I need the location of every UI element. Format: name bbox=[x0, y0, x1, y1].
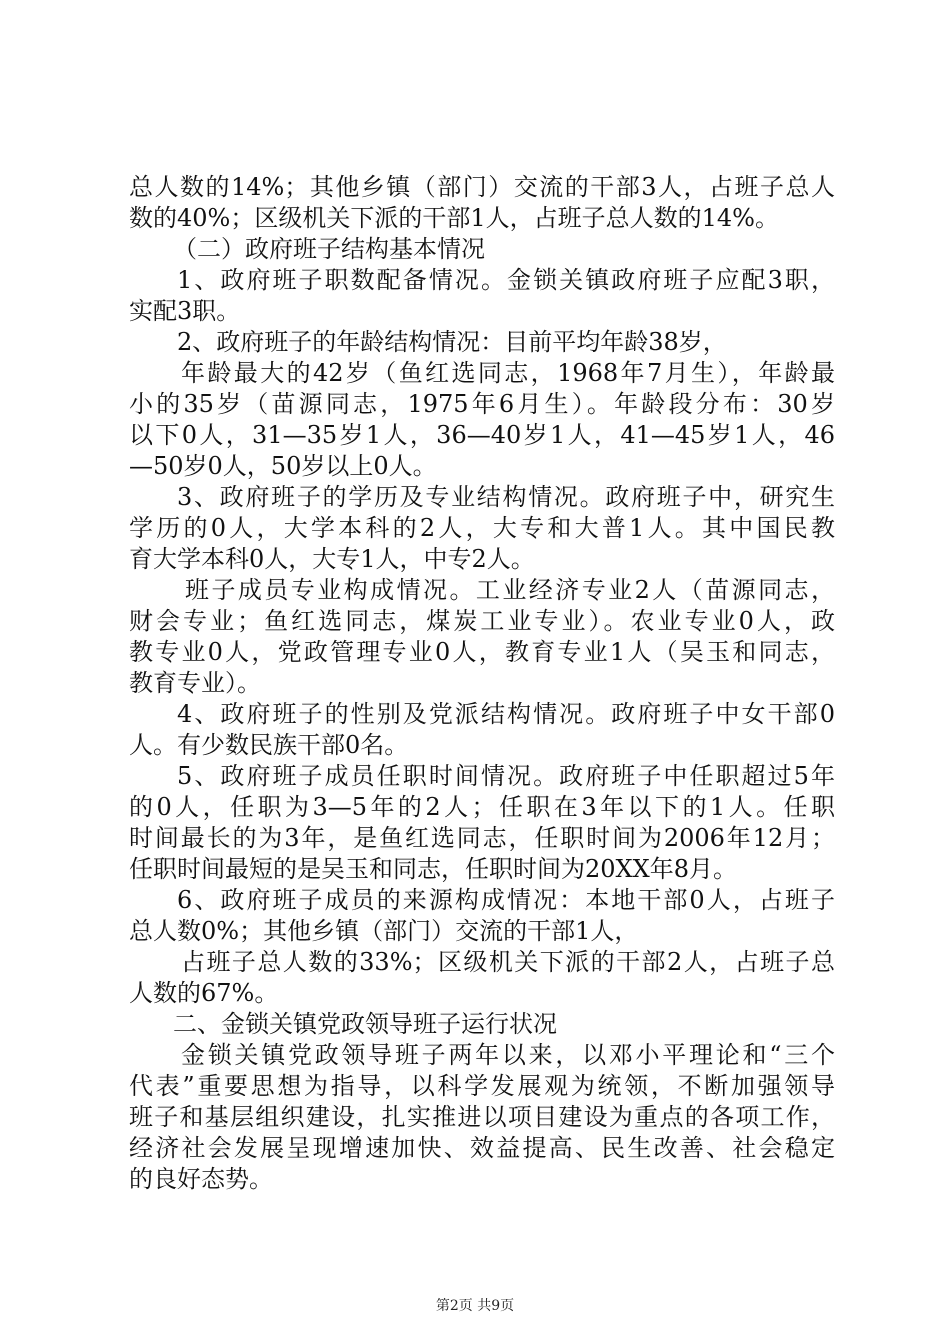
text-line: 人。有少数民族干部0名。 bbox=[129, 731, 409, 759]
text-line: 育大学本科0人，大专1人，中专2人。 bbox=[129, 545, 535, 573]
text-line: 人数的67%。 bbox=[129, 979, 279, 1007]
text-line: 班子和基层组织建设，扎实推进以项目建设为重点的各项工作， bbox=[129, 1103, 835, 1131]
text-line: 教育专业）。 bbox=[129, 669, 261, 697]
text-line: 以下0人，31—35岁1人，36—40岁1人，41—45岁1人，46 bbox=[129, 421, 835, 449]
text-line: 4、政府班子的性别及党派结构情况。政府班子中女干部0 bbox=[177, 700, 835, 728]
text-line: 总人数0%；其他乡镇（部门）交流的干部1人， bbox=[129, 917, 639, 945]
text-line: 3、政府班子的学历及专业结构情况。政府班子中，研究生 bbox=[177, 483, 835, 511]
text-line: 的良好态势。 bbox=[129, 1165, 273, 1193]
text-line: 小的35岁（苗源同志，1975年6月生）。年龄段分布：30岁 bbox=[129, 390, 835, 418]
text-line: 金锁关镇党政领导班子两年以来，以邓小平理论和“三个 bbox=[181, 1041, 835, 1069]
text-line: 2、政府班子的年龄结构情况：目前平均年龄38岁， bbox=[177, 328, 727, 356]
text-line: 的0人，任职为3—5年的2人；任职在3年以下的1人。任职 bbox=[129, 793, 835, 821]
text-line: 占班子总人数的33%；区级机关下派的干部2人，占班子总 bbox=[181, 948, 835, 976]
text-line: 班子成员专业构成情况。工业经济专业2人（苗源同志， bbox=[185, 576, 835, 604]
text-line: 代表”重要思想为指导，以科学发展观为统领，不断加强领导 bbox=[129, 1072, 835, 1100]
text-line: 经济社会发展呈现增速加快、效益提高、民生改善、社会稳定 bbox=[129, 1134, 835, 1162]
text-line: 6、政府班子成员的来源构成情况：本地干部0人，占班子 bbox=[177, 886, 835, 914]
text-line: —50岁0人，50岁以上0人。 bbox=[129, 452, 437, 480]
page-footer: 第2页 共9页 bbox=[435, 1298, 515, 1314]
text-line: 财会专业；鱼红选同志，煤炭工业专业）。农业专业0人，政 bbox=[129, 607, 835, 635]
text-line: 实配3职。 bbox=[129, 297, 241, 325]
text-line: 1、政府班子职数配备情况。金锁关镇政府班子应配3职， bbox=[177, 266, 835, 294]
text-line: 教专业0人，党政管理专业0人，教育专业1人（吴玉和同志， bbox=[129, 638, 835, 666]
text-line: 5、政府班子成员任职时间情况。政府班子中任职超过5年 bbox=[177, 762, 835, 790]
text-line: 数的40%；区级机关下派的干部1人，占班子总人数的14%。 bbox=[129, 204, 779, 232]
text-line: （二）政府班子结构基本情况 bbox=[173, 235, 485, 263]
document-body bbox=[129, 172, 835, 1195]
text-line: 学历的0人，大学本科的2人，大专和大普1人。其中国民教 bbox=[129, 514, 835, 542]
text-line: 任职时间最短的是吴玉和同志，任职时间为20XX年8月。 bbox=[129, 855, 737, 883]
text-line: 总人数的14%；其他乡镇（部门）交流的干部3人，占班子总人 bbox=[129, 173, 835, 201]
text-line: 时间最长的为3年，是鱼红选同志，任职时间为2006年12月； bbox=[129, 824, 835, 852]
text-line: 年龄最大的42岁（鱼红选同志，1968年7月生），年龄最 bbox=[181, 359, 835, 387]
text-line: 二、金锁关镇党政领导班子运行状况 bbox=[173, 1010, 557, 1038]
